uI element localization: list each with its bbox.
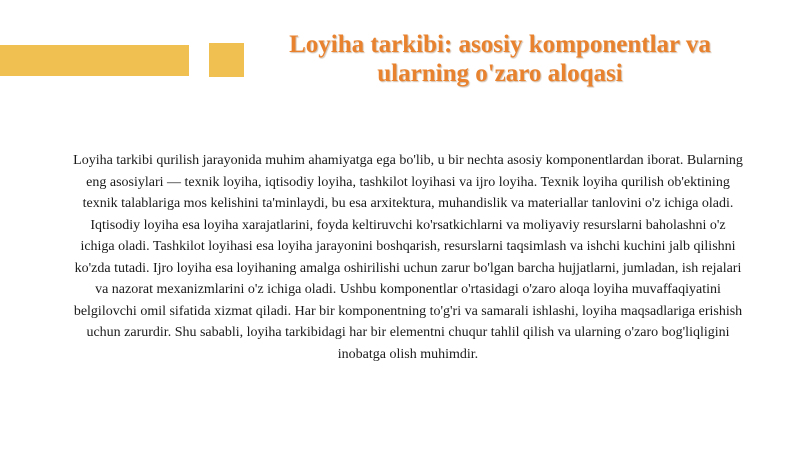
decorative-accent-bar-short	[209, 43, 244, 77]
slide-body-text: Loyiha tarkibi qurilish jarayonida muhim ahamiyatga ega bo'lib, u bir nechta asosiy komponentlardan iborat. Bularning eng asosiylari — texnik loyiha, iqtisodiy loyiha, tashkilot loyihasi va ijro loyiha. Texnik loyiha qurilish ob'ektining texnik talablariga mos kelishini ta'minlaydi, bu esa arxitektura, muhandislik va materiallar tanlovini o'z ichiga oladi. Iqtisodiy loyiha esa loyiha xarajatlarini, foyda keltiruvchi ko'rsatkichlarni va moliyaviy resurslarni baholashni o'z ichiga oladi. Tashkilot loyihasi esa loyiha jarayonini boshqarish, resurslarni taqsimlash va ishchi kuchini jalb qilishni ko'zda tutadi. Ijro loyiha esa loyihaning amalga oshirilishi uchun zarur bo'lgan barcha hujjatlarni, jumladan, ish rejalari va nazorat mexanizmlarini o'z ichiga oladi. Ushbu komponentlar o'rtasidagi o'zaro aloqa loyiha muvaffaqiyatini belgilovchi omil sifatida xizmat qiladi. Har bir komponentning to'g'ri va samarali ishlashi, loyiha maqsadlariga erishish uchun zarurdir. Shu sababli, loyiha tarkibidagi har bir elementni chuqur tahlil qilish va ularning o'zaro bog'liqligini inobatga olish muhimdir.	[73, 153, 743, 362]
slide-title: Loyiha tarkibi: asosiy komponentlar va ularning o'zaro aloqasi	[289, 31, 711, 87]
decorative-accent-bar-long	[0, 45, 189, 76]
